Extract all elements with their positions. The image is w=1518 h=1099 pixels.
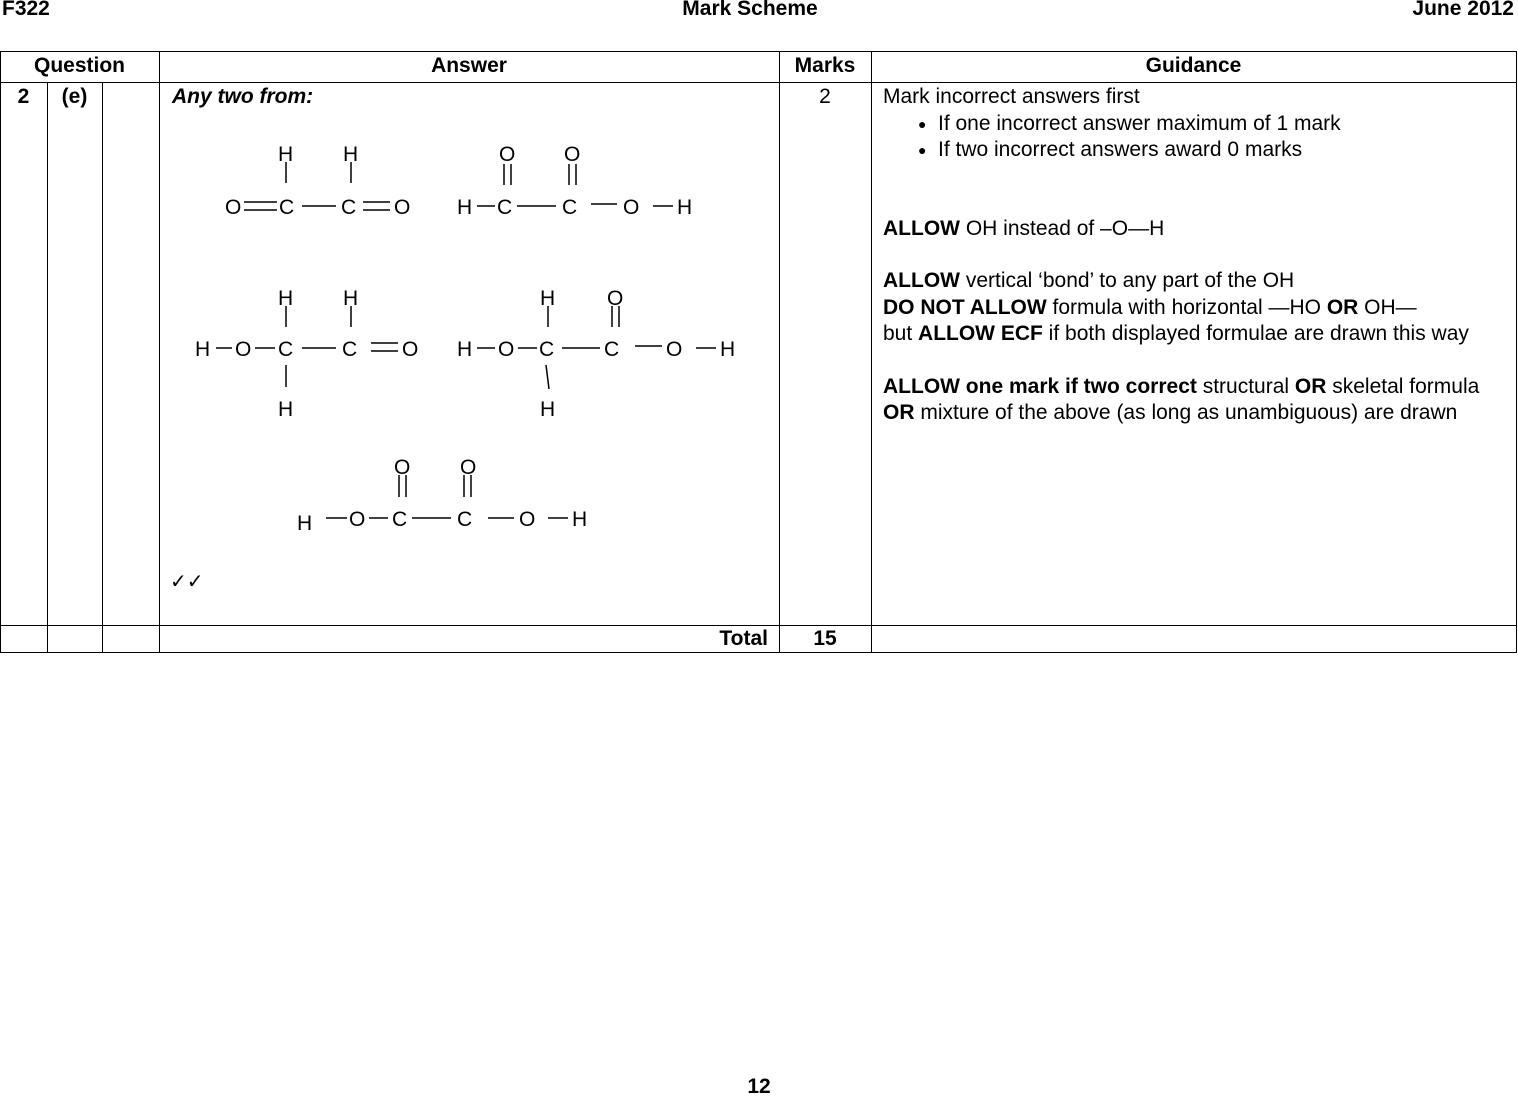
header-row-border	[0, 82, 1517, 83]
keyword: OR	[1326, 295, 1359, 319]
guidance-do-not-allow	[883, 295, 1503, 348]
guidance-allow-oh	[883, 216, 1503, 243]
atom-label: C	[457, 508, 473, 531]
atom-label: H	[457, 338, 473, 361]
col-border-left	[0, 51, 1, 653]
guidance-allow-vertical	[883, 268, 1503, 295]
header-date: June 2012	[1412, 0, 1514, 20]
guidance-bullet	[918, 137, 1503, 164]
atom-label: C	[562, 196, 578, 219]
text: formula with horizontal —HO	[1046, 295, 1327, 319]
keyword: ALLOW	[883, 269, 960, 292]
total-label: Total	[719, 627, 768, 650]
atom-label: H	[195, 338, 211, 361]
atom-label: C	[604, 338, 620, 361]
atom-label: H	[540, 287, 556, 310]
guidance-bullet	[918, 111, 1503, 138]
keyword: ALLOW	[883, 216, 960, 240]
row-marks: 2	[819, 85, 831, 108]
atom-label: H	[297, 512, 313, 535]
atom-label: O	[564, 143, 581, 166]
atom-label: H	[572, 508, 588, 531]
atom-label: C	[342, 338, 358, 361]
atom-label: H	[457, 196, 473, 219]
text: skeletal formula	[1326, 374, 1480, 398]
atom-label: O	[519, 508, 536, 531]
text: mixture of the above (as long as unambiguous) are drawn	[914, 401, 1458, 424]
text: structural	[1196, 374, 1295, 398]
atom-label: O	[499, 143, 516, 166]
atom-label: O	[498, 338, 515, 361]
atom-label: H	[343, 287, 359, 310]
atom-label: H	[343, 143, 359, 166]
atom-label: H	[278, 143, 294, 166]
question-part: (e)	[61, 85, 88, 108]
text: vertical ‘bond’ to any part of the OH	[959, 269, 1295, 292]
col-border-q1	[47, 82, 48, 653]
text: if both displayed formulae are drawn this way	[1042, 322, 1469, 345]
table-top-border	[0, 51, 1517, 52]
col-header-marks: Marks	[794, 54, 856, 77]
col-border-guidance	[871, 51, 872, 653]
text: OH—	[1358, 295, 1417, 319]
bullet-icon: ●	[918, 142, 927, 158]
atom-label: O	[235, 338, 252, 361]
atom-label: O	[623, 196, 640, 219]
atom-label: O	[666, 338, 683, 361]
guidance-bullets	[883, 111, 1503, 164]
text: OH instead of –O—H	[959, 216, 1165, 240]
keyword: DO NOT ALLOW	[883, 295, 1047, 319]
atom-label: C	[279, 196, 295, 219]
keyword: ALLOW ECF	[918, 322, 1043, 345]
guidance-allow-one-mark	[883, 374, 1503, 427]
guidance-intro: Mark incorrect answers first	[883, 85, 1140, 108]
col-border-right	[1516, 51, 1517, 653]
col-header-guidance: Guidance	[1145, 54, 1242, 77]
atom-label: O	[394, 456, 411, 479]
atom-label: H	[540, 398, 556, 421]
structural-formulae-drawing	[160, 84, 780, 564]
atom-label: H	[677, 196, 693, 219]
table-bottom-border	[0, 652, 1517, 653]
atom-label: C	[392, 508, 408, 531]
keyword: OR	[1294, 374, 1327, 398]
atom-label: O	[225, 196, 242, 219]
bullet-text: If one incorrect answer maximum of 1 mark	[938, 111, 1341, 135]
col-header-question: Question	[33, 54, 125, 77]
atom-label: C	[539, 338, 555, 361]
question-number: 2	[17, 85, 30, 108]
header-title: Mark Scheme	[682, 0, 818, 20]
atom-label: C	[278, 338, 294, 361]
header-code: F322	[2, 0, 50, 20]
atom-label: C	[341, 196, 357, 219]
tick-marks: ✓✓	[170, 571, 204, 593]
guidance-text	[883, 84, 1503, 427]
total-marks: 15	[813, 627, 837, 650]
atom-label: O	[460, 456, 477, 479]
atom-label: O	[394, 196, 411, 219]
atom-label: O	[349, 508, 366, 531]
keyword: OR	[883, 401, 915, 424]
atom-label: H	[278, 287, 294, 310]
answer-intro: Any two from:	[172, 85, 314, 108]
bullet-icon: ●	[918, 115, 927, 132]
page-number: 12	[747, 1075, 771, 1098]
keyword: ALLOW one mark if two correct	[883, 374, 1197, 398]
atom-label: O	[402, 338, 419, 361]
atom-label: H	[278, 398, 294, 421]
text: but	[883, 322, 919, 345]
atom-label: H	[720, 338, 736, 361]
col-border-q2	[102, 82, 103, 653]
atom-label: O	[607, 287, 624, 310]
bullet-text: If two incorrect answers award 0 marks	[938, 138, 1303, 161]
atom-label: C	[497, 196, 513, 219]
col-header-answer: Answer	[431, 54, 507, 77]
